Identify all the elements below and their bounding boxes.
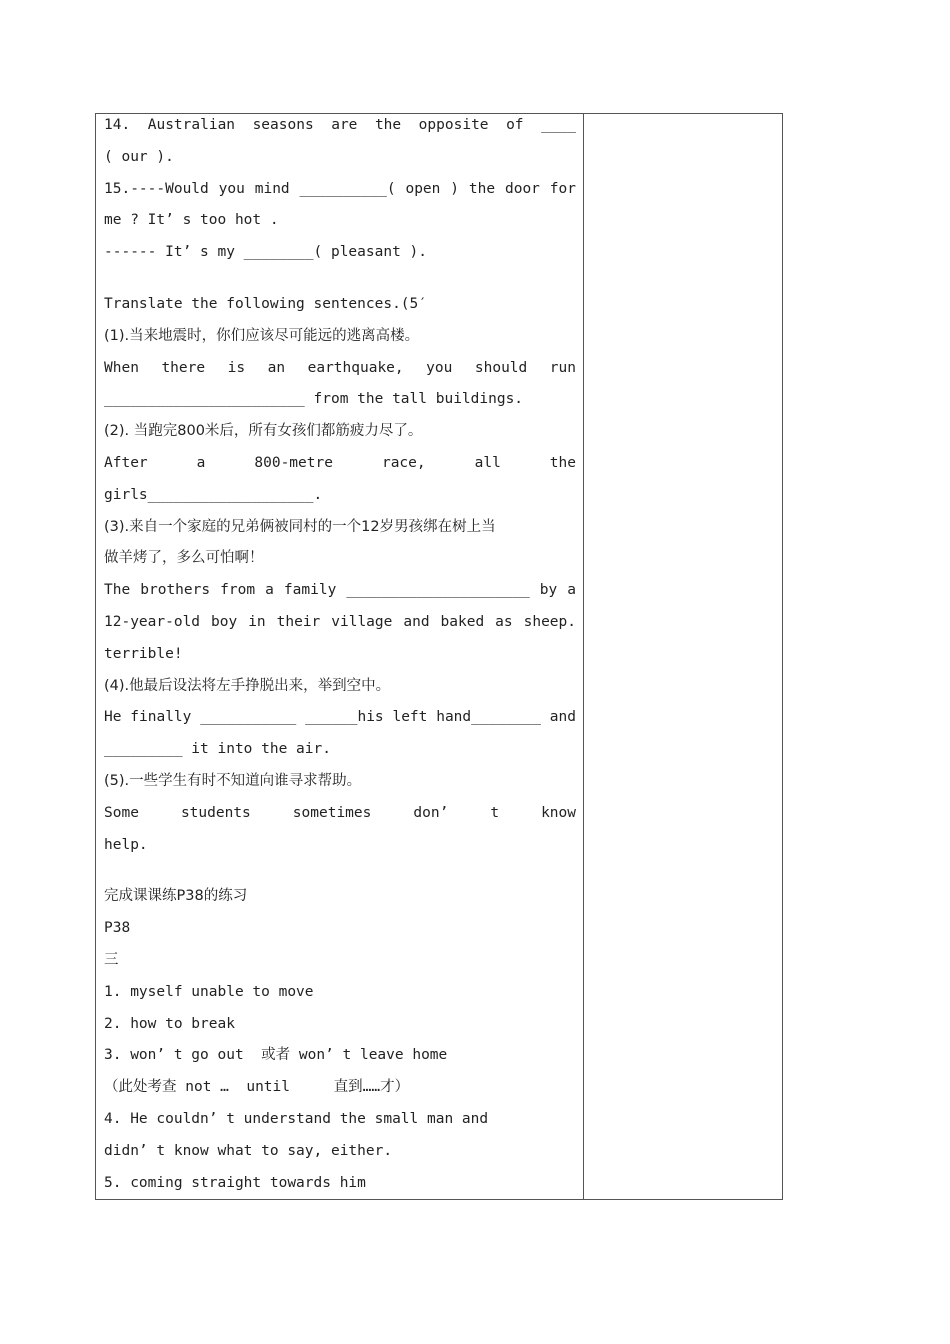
- s3-english-1: The brothers from a family _____________________ by a: [104, 582, 576, 599]
- answers-section: 三: [104, 951, 119, 968]
- s5-english-2: help.: [104, 836, 148, 853]
- answer-2: 2. how to break: [104, 1015, 235, 1032]
- answers-heading: 完成课课练P38的练习: [104, 888, 248, 905]
- s3-chinese-1: (3).来自一个家庭的兄弟俩被同村的一个12岁男孩绑在树上当: [104, 518, 496, 535]
- s4-chinese: (4).他最后设法将左手挣脱出来，举到空中。: [104, 677, 391, 694]
- answer-3-note: （此处考查 not … until 直到……才）: [104, 1079, 410, 1096]
- q14-line2: ( our ).: [104, 148, 174, 165]
- s2-english-2: girls___________________.: [104, 486, 323, 503]
- s4-english-2: _________ it into the air.: [104, 741, 331, 758]
- q15-line1: 15.----Would you mind __________( open ) the door for: [104, 180, 576, 197]
- answer-1: 1. myself unable to move: [104, 983, 314, 1000]
- s2-chinese: (2). 当跑完800米后，所有女孩们都筋疲力尽了。: [104, 423, 423, 440]
- answer-5: 5. coming straight towards him: [104, 1174, 366, 1191]
- s1-chinese: (1).当来地震时，你们应该尽可能远的逃离高楼。: [104, 327, 420, 344]
- answer-3: 3. won’ t go out 或者 won’ t leave home: [104, 1047, 448, 1064]
- s3-chinese-2: 做羊烤了，多么可怕啊！: [104, 550, 264, 567]
- q15-line3: ------ It’ s my ________( pleasant ).: [104, 244, 428, 261]
- q15-line2: me ? It’ s too hot .: [104, 212, 279, 229]
- s3-english-3: terrible!: [104, 645, 183, 662]
- s4-english-1: He finally ___________ ______his left hand________ and: [104, 709, 576, 726]
- answer-4a: 4. He couldn’ t understand the small man and: [104, 1110, 489, 1127]
- answers-page: P38: [104, 920, 131, 937]
- s3-english-2: 12-year-old boy in their village and baked as sheep.: [104, 613, 576, 630]
- worksheet-content: [104, 110, 576, 1199]
- s5-english-1: Some students sometimes don’ t know: [104, 804, 576, 821]
- q14-line1: 14. Australian seasons are the opposite of ____: [104, 117, 576, 133]
- s1-english-1: When there is an earthquake, you should run: [104, 359, 576, 376]
- s2-english-1: After a 800-metre race, all the: [104, 454, 576, 471]
- table-column-divider: [583, 113, 584, 1200]
- translate-heading: Translate the following sentences.(5′: [104, 295, 428, 312]
- answer-4b: didn’ t know what to say, either.: [104, 1142, 393, 1159]
- s5-chinese: (5).一些学生有时不知道向谁寻求帮助。: [104, 772, 362, 789]
- s1-english-2: _______________________ from the tall buildings.: [104, 391, 524, 408]
